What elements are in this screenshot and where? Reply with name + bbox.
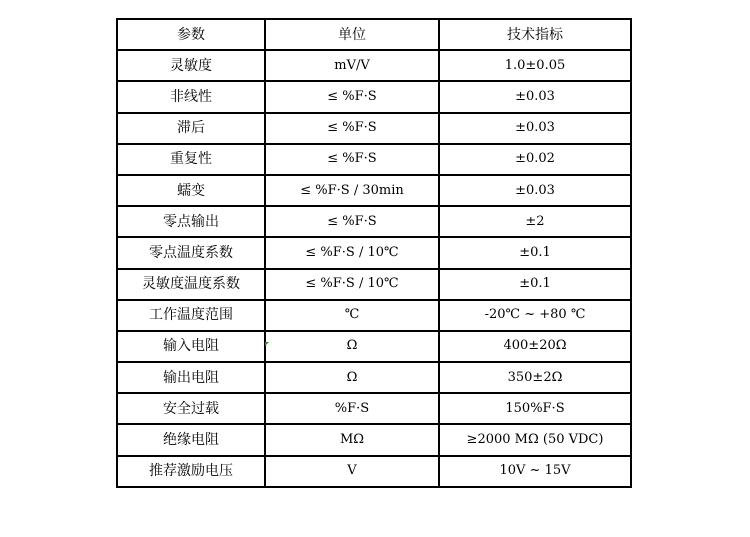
spec-cell: ±0.02 — [439, 144, 631, 175]
cell-comment-marker — [265, 342, 269, 346]
table-row — [117, 144, 631, 175]
header-param: 参数 — [117, 19, 265, 50]
spec-cell: ±0.03 — [439, 81, 631, 112]
table-row — [117, 269, 631, 300]
param-cell: 安全过载 — [117, 393, 265, 424]
unit-cell: %F·S — [265, 393, 439, 424]
unit-cell: ≤ %F·S / 10℃ — [265, 237, 439, 268]
table-row — [117, 81, 631, 112]
table-row — [117, 393, 631, 424]
spec-cell: ±2 — [439, 206, 631, 237]
spec-cell: ±0.03 — [439, 175, 631, 206]
table-row — [117, 50, 631, 81]
unit-cell: ℃ — [265, 300, 439, 331]
param-cell: 零点输出 — [117, 206, 265, 237]
spec-cell: 10V ~ 15V — [439, 456, 631, 487]
spec-cell: 350±2Ω — [439, 362, 631, 393]
spec-table — [116, 18, 632, 488]
unit-cell: mV/V — [265, 50, 439, 81]
table-row — [117, 206, 631, 237]
unit-cell: Ω — [265, 331, 439, 362]
table-row — [117, 331, 631, 362]
table-row — [117, 424, 631, 455]
spec-cell: 150%F·S — [439, 393, 631, 424]
unit-cell: ≤ %F·S / 10℃ — [265, 269, 439, 300]
table-row — [117, 113, 631, 144]
header-unit: 单位 — [265, 19, 439, 50]
param-cell: 灵敏度温度系数 — [117, 269, 265, 300]
spec-cell: 400±20Ω — [439, 331, 631, 362]
param-cell: 工作温度范围 — [117, 300, 265, 331]
unit-cell: ≤ %F·S — [265, 144, 439, 175]
param-cell: 重复性 — [117, 144, 265, 175]
table-row — [117, 362, 631, 393]
table-row — [117, 237, 631, 268]
unit-cell: ≤ %F·S — [265, 206, 439, 237]
unit-cell: MΩ — [265, 424, 439, 455]
unit-cell: ≤ %F·S — [265, 113, 439, 144]
spec-cell: -20℃ ~ +80 ℃ — [439, 300, 631, 331]
param-cell: 非线性 — [117, 81, 265, 112]
header-spec: 技术指标 — [439, 19, 631, 50]
param-cell: 推荐激励电压 — [117, 456, 265, 487]
table-row — [117, 456, 631, 487]
table-header-row — [117, 19, 631, 50]
spec-cell: ±0.03 — [439, 113, 631, 144]
param-cell: 绝缘电阻 — [117, 424, 265, 455]
unit-cell: ≤ %F·S — [265, 81, 439, 112]
unit-cell: ≤ %F·S / 30min — [265, 175, 439, 206]
param-cell: 输入电阻 — [117, 331, 265, 362]
table-row — [117, 300, 631, 331]
spec-cell: ±0.1 — [439, 269, 631, 300]
spec-cell: ≥2000 MΩ (50 VDC) — [439, 424, 631, 455]
table-row — [117, 175, 631, 206]
spec-cell: 1.0±0.05 — [439, 50, 631, 81]
param-cell: 零点温度系数 — [117, 237, 265, 268]
param-cell: 灵敏度 — [117, 50, 265, 81]
param-cell: 输出电阻 — [117, 362, 265, 393]
param-cell: 蠕变 — [117, 175, 265, 206]
spec-cell: ±0.1 — [439, 237, 631, 268]
unit-cell: V — [265, 456, 439, 487]
param-cell: 滞后 — [117, 113, 265, 144]
unit-cell: Ω — [265, 362, 439, 393]
